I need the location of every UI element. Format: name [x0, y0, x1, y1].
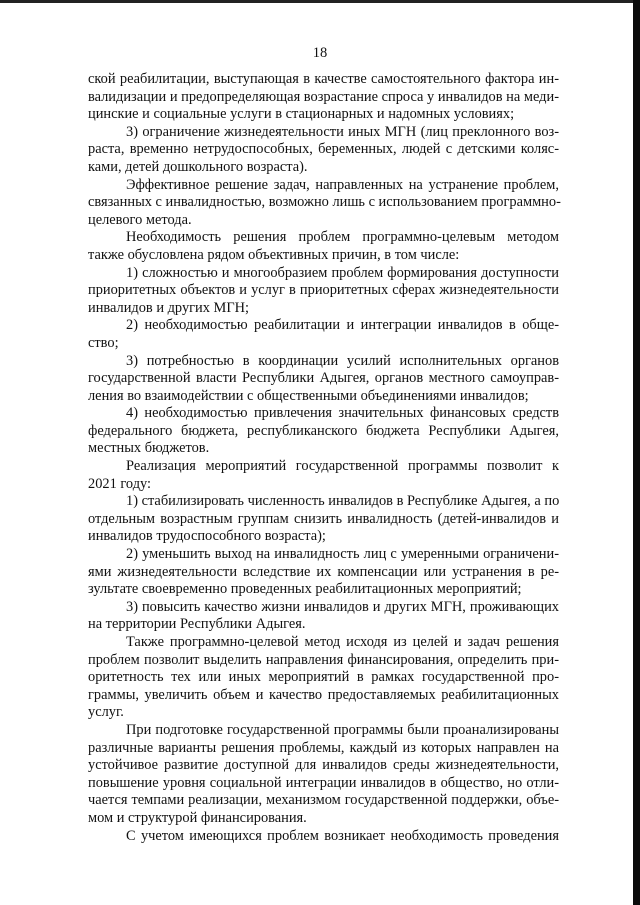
text-line: С учетом имеющихся проблем возникает необходимость проведения	[126, 827, 559, 844]
text-line: Необходимость решения проблем программно-целевым методом	[126, 229, 559, 246]
text-line: на территории Республики Адыгея.	[88, 616, 306, 633]
text-line: 2) уменьшить выход на инвалидность лиц с умеренными ограничени-	[126, 546, 559, 563]
paragraph	[88, 353, 559, 406]
text-line: граммы, увеличить объем и качество предоставляемых реабилитационных	[88, 686, 559, 703]
text-line: Реализация мероприятий государственной программы позволит к	[126, 458, 559, 475]
page-number: 18	[312, 45, 328, 61]
text-line: 3) повысить качество жизни инвалидов и других МГН, проживающих	[126, 598, 559, 615]
text-line: услуг.	[88, 704, 124, 721]
text-line: 1) сложностью и многообразием проблем формирования доступности	[126, 264, 559, 281]
paragraph	[88, 405, 559, 458]
paragraph	[88, 634, 559, 722]
text-line: При подготовке государственной программы были проанализированы	[126, 721, 559, 738]
text-line: 3) потребностью в координации усилий исполнительных органов	[126, 352, 559, 369]
text-line: связанных с инвалидностью, возможно лишь с использованием программно-	[88, 194, 561, 211]
text-line: раста, временно нетрудоспособных, беременных, людей с детскими коляс-	[88, 141, 559, 158]
paragraph	[88, 722, 559, 828]
text-line: также обусловлена рядом объективных причин, в том числе:	[88, 246, 460, 263]
paragraph	[88, 828, 559, 846]
paragraph	[88, 265, 559, 318]
text-line: 1) стабилизировать численность инвалидов в Республике Адыгея, а по	[126, 493, 560, 510]
paragraph	[88, 317, 559, 352]
text-line: государственной власти Республики Адыгея, органов местного самоуправ-	[88, 370, 559, 387]
text-line: ками, детей дошкольного возраста).	[88, 158, 308, 175]
text-line: ство;	[88, 334, 119, 351]
text-line: приоритетных объектов и услуг в приоритетных сферах жизнедеятельности	[88, 282, 559, 299]
scan-right-edge	[633, 0, 640, 905]
text-line: оритетность тех или иных мероприятий в рамках государственной про-	[88, 669, 559, 686]
text-line: федерального бюджета, республиканского бюджета Республики Адыгея,	[88, 422, 559, 439]
text-line: 4) необходимостью привлечения значительных финансовых средств	[126, 405, 559, 422]
paragraph	[88, 599, 559, 634]
text-line: 2021 году:	[88, 475, 152, 492]
text-line: целевого метода.	[88, 211, 192, 228]
document-body	[88, 71, 559, 845]
text-line: мом и структурой финансирования.	[88, 809, 307, 826]
text-line: ями жизнедеятельности вследствие их компенсации или устранения в ре-	[88, 563, 559, 580]
text-line: инвалидов трудоспособного возраста);	[88, 528, 326, 545]
text-line: ской реабилитации, выступающая в качестве самостоятельного фактора ин-	[88, 71, 559, 87]
text-line: 2) необходимостью реабилитации и интеграции инвалидов в обще-	[126, 317, 559, 334]
scan-top-edge	[0, 0, 640, 3]
text-line: Эффективное решение задач, направленных на устранение проблем,	[126, 176, 559, 193]
paragraph	[88, 493, 559, 546]
text-line: валидизации и предопределяющая возрастание спроса у инвалидов на меди-	[88, 88, 559, 105]
text-line: различные варианты решения проблемы, каждый из которых направлен на	[88, 739, 559, 756]
paragraph	[88, 124, 559, 177]
text-line: зультате своевременно проведенных реабилитационных мероприятий;	[88, 581, 522, 598]
text-line: проблем позволит выделить направления финансирования, определить при-	[88, 651, 559, 668]
paragraph	[88, 177, 559, 230]
text-line: отдельным возрастным группам снизить инвалидность (детей-инвалидов и	[88, 510, 559, 527]
paragraph	[88, 546, 559, 599]
text-line: ления во взаимодействии с общественными объединениями инвалидов;	[88, 387, 529, 404]
text-line: инвалидов и других МГН;	[88, 299, 250, 316]
text-line: чается темпами реализации, механизмом государственной поддержки, объе-	[88, 792, 559, 809]
text-line: устойчивое развитие доступной для инвалидов среды жизнедеятельности,	[88, 757, 559, 774]
text-line: местных бюджетов.	[88, 440, 210, 457]
paragraph	[88, 458, 559, 493]
text-line: повышение уровня социальной интеграции инвалидов в общество, но отли-	[88, 774, 559, 791]
text-line: Также программно-целевой метод исходя из целей и задач решения	[126, 634, 559, 650]
paragraph	[88, 71, 559, 124]
text-line: 3) ограничение жизнедеятельности иных МГН (лиц преклонного воз-	[126, 123, 559, 140]
paragraph	[88, 229, 559, 264]
text-line: цинские и социальные услуги в стационарных и надомных условиях;	[88, 106, 515, 123]
